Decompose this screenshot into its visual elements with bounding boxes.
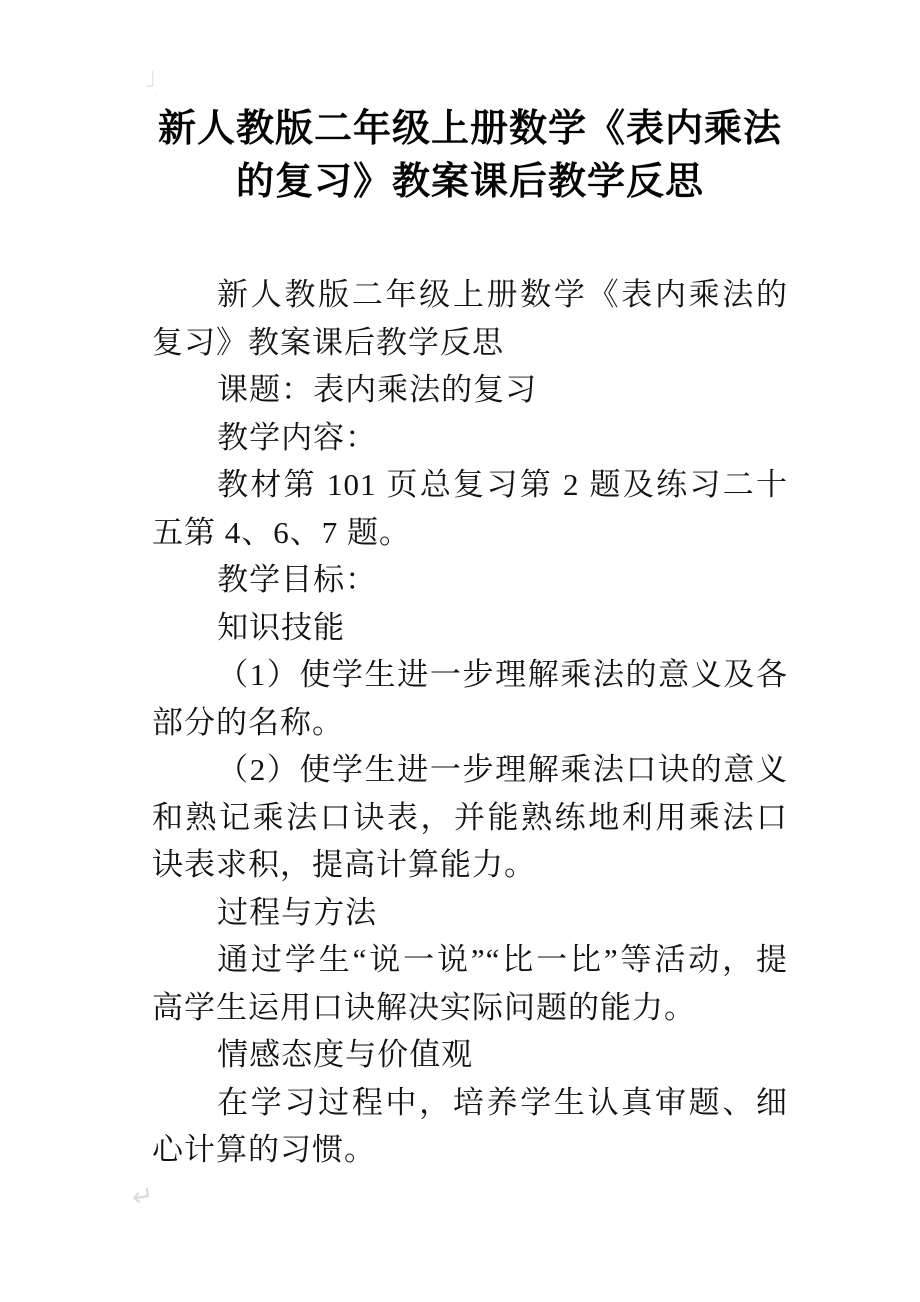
paragraph: 教学目标： [217, 562, 378, 597]
paragraph: 知识技能 [217, 609, 346, 645]
paragraph: 情感态度与价值观 [217, 1037, 474, 1072]
paragraph: 教学内容： [217, 419, 378, 455]
artifact-dots: · · [155, 90, 164, 100]
title-line: 新人教版二年级上册数学《表内乘法 [157, 108, 782, 150]
paragraph: 新人教版二年级上册数学《表内乘法的复习》教案课后教学反思 [152, 277, 788, 360]
paragraph: 课题：表内乘法的复习 [217, 372, 538, 407]
paragraph: 通过学生“说一说”“比一比”等活动，提高学生运用口诀解决实际问题的能力。 [152, 942, 788, 1025]
paragraph: 教材第 101 页总复习第 2 题及练习二十五第 4、6、7 题。 [152, 467, 788, 550]
paragraph: 在学习过程中，培养学生认真审题、细心计算的习惯。 [152, 1084, 788, 1167]
corner-bracket-mark: 」 [145, 62, 169, 90]
paragraph: （1）使学生进一步理解乘法的意义及各部分的名称。 [152, 657, 788, 740]
document-title [152, 103, 788, 209]
document-content [152, 0, 788, 1174]
return-mark-artifact-icon: ↵ [130, 1180, 156, 1214]
document-body [152, 271, 788, 1174]
paragraph: （2）使学生进一步理解乘法口诀的意义和熟记乘法口诀表，并能熟练地利用乘法口诀表求积，提高计算能力。 [152, 752, 788, 882]
paragraph: 过程与方法 [217, 894, 378, 930]
title-line: 的复习》教案课后教学反思 [235, 161, 704, 203]
